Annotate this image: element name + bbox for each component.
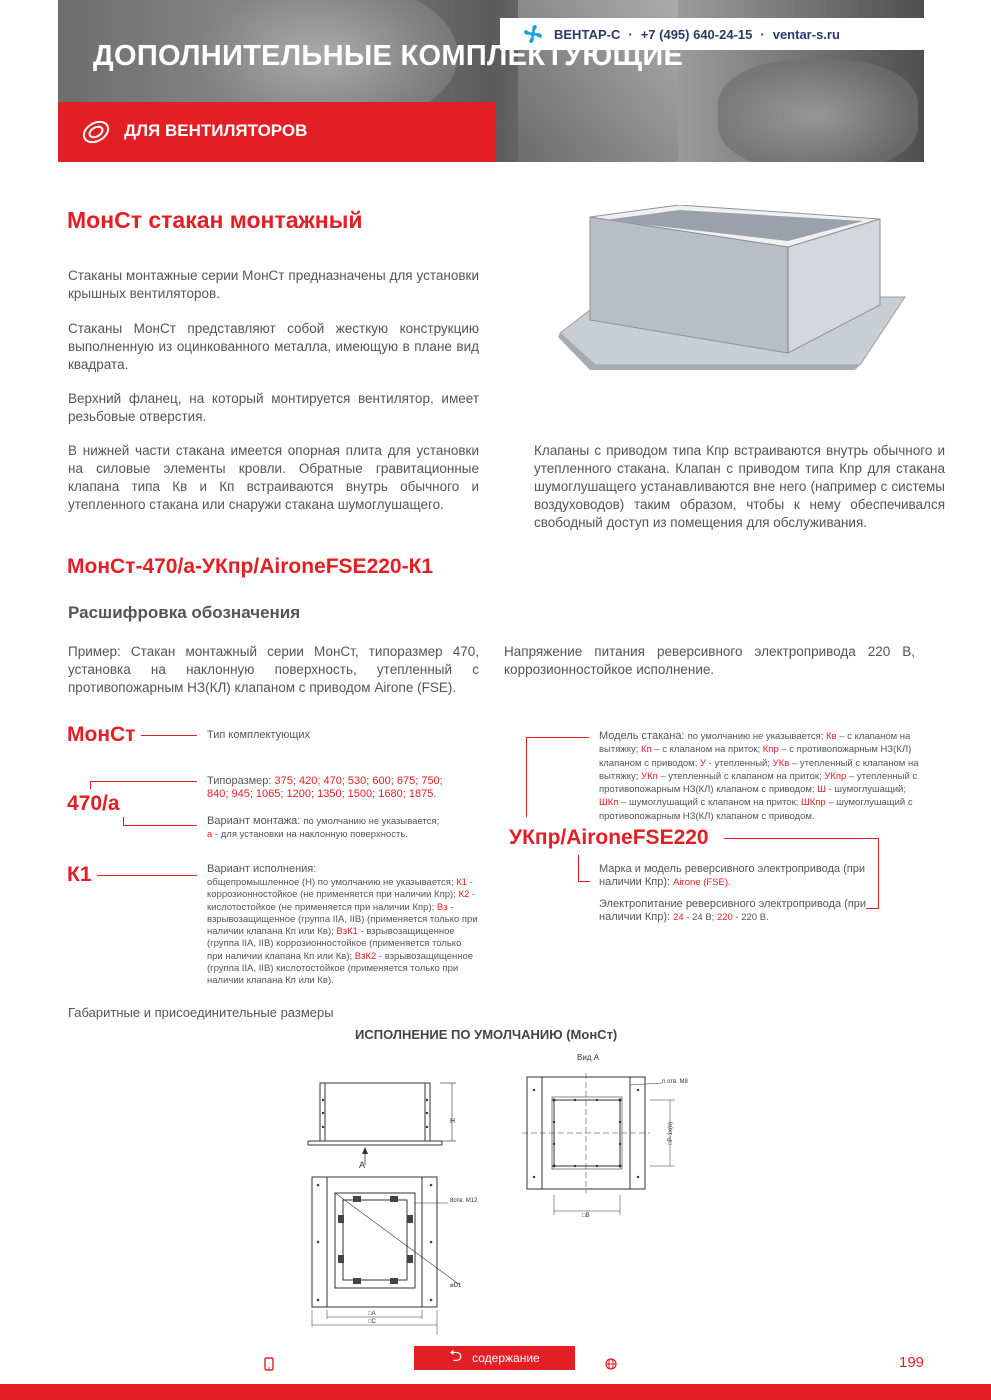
code-type-desc: Тип комплектующих xyxy=(207,729,311,741)
option-text: - взрывозащищенное (группа IIA, IIB) коррозионностойкое (применяется только при наличии клапана Кп или Кв); xyxy=(207,926,462,962)
option-code: УКв xyxy=(772,757,790,769)
drive-power: Электропитание реверсивного электропривода (при наличии Кпр): 24 - 24 В; 220 - 220 В. xyxy=(599,898,867,923)
option-code: УКп xyxy=(641,770,658,782)
example-text: Пример: Стакан монтажный серии МонСт, типоразмер 470, установка на наклонную поверхность, утепленный с противопожарным НЗ(КЛ) клапаном с приводом Airone (FSE). xyxy=(68,644,479,695)
bolt-holes-label: n отв. М8 xyxy=(662,1079,688,1085)
option-code: Кв xyxy=(826,731,837,742)
option-text: по умолчанию не указывается; xyxy=(687,731,827,742)
dim-label-c: □C xyxy=(368,1319,376,1325)
option-text: – утепленный с клапаном на приток; xyxy=(657,770,825,782)
brand-name: ВЕНТАР-С xyxy=(554,26,621,42)
option-code: У xyxy=(700,757,707,769)
option-code: Вз xyxy=(436,901,448,913)
paragraph: Стаканы монтажные серии МонСт предназначены для установки крышных вентиляторов. xyxy=(68,268,479,301)
option-code: Кпр xyxy=(762,744,779,756)
option-text: – шумоглушащий с клапаном на приток; xyxy=(618,797,802,809)
option-text: – утепленный с клапаном на вытяжку; xyxy=(599,757,919,782)
option-code: Кп xyxy=(641,744,652,756)
paragraph: Стаканы МонСт представляют собой жесткую конструкцию выполненную из оцинкованного металла, имеющую в плане вид квадрата. xyxy=(68,321,479,372)
holes-m12-label: 8отв. М12 xyxy=(450,1198,478,1204)
section-label: ДЛЯ ВЕНТИЛЯТОРОВ xyxy=(124,121,308,140)
code-size: 470/а xyxy=(67,792,120,815)
view-a-label: Вид А xyxy=(577,1053,600,1062)
execution-options xyxy=(207,877,479,988)
option-text: - взрывозащищенное (группа IIA, IIB) кислотостойкое (применяется только при наличии клапана Кп или Кв). xyxy=(207,950,474,987)
option-code: ШКп xyxy=(599,797,619,809)
option-code: УКпр xyxy=(824,770,847,782)
drawings-caption: Габаритные и присоединительные размеры xyxy=(68,1005,334,1020)
option-text: – шумоглушащий с противопожарным НЗ(КЛ) клапаном с приводом. xyxy=(599,797,913,822)
separator: · xyxy=(760,26,765,42)
option-text: – с противопожарным НЗ(КЛ) клапаном с приводом; xyxy=(599,744,912,769)
option-text: общепромышленное (Н) по умолчанию не указывается; xyxy=(207,877,457,888)
separator: · xyxy=(628,26,633,42)
designation-code-title: МонСт-470/а-УКпр/AironeFSE220-К1 xyxy=(67,555,434,578)
execution-label: Вариант исполнения: xyxy=(207,863,317,875)
dim-label-b: □B xyxy=(582,1213,590,1219)
paragraph: Клапаны с приводом типа Кпр встраиваются внутрь обычного и утепленного стакана. Клапан с приводом типа Кпр для стакана шумоглушащего устанавливаются вне него (например с системы воздуховодов) таким образом, чтобы к нему обеспечивался свободный доступ из помещения для обслуживания. xyxy=(534,443,945,530)
option-text: – с клапаном на вытяжку; xyxy=(599,731,911,756)
return-arrow-icon: ⮌ xyxy=(449,1347,463,1365)
page-number: 199 xyxy=(899,1354,925,1371)
dim-label-h: H xyxy=(450,1118,456,1125)
option-code: ШКпр xyxy=(801,797,826,809)
option-text: - коррозионностойкое (не применяется при наличии Кпр); xyxy=(207,877,473,901)
section-bar xyxy=(58,102,495,162)
product-title: МонСт стакан монтажный xyxy=(67,207,363,233)
option-text: – утепленный с противопожарным НЗ(КЛ) клапаном с приводом; xyxy=(599,770,918,796)
flange-ring-icon xyxy=(80,116,112,148)
option-text: - утепленный; xyxy=(706,757,773,769)
mobile-phone-icon[interactable] xyxy=(264,1357,274,1371)
drive-brand: Марка и модель реверсивного электропривода (при наличии Кпр): Airone (FSE). xyxy=(599,863,865,888)
mounting-curb-image xyxy=(555,205,910,375)
phone-link[interactable]: +7 (495) 640-24-15 xyxy=(640,26,753,42)
example-text: Напряжение питания реверсивного электропривода 220 В, коррозионностойкое исполнение. xyxy=(504,644,915,677)
contents-button[interactable] xyxy=(414,1346,575,1370)
dim-label-d1: ⌀D1 xyxy=(450,1283,462,1289)
website-link[interactable]: ventar-s.ru xyxy=(772,26,840,42)
drawings-title: ИСПОЛНЕНИЕ ПО УМОЛЧАНИЮ (МонСт) xyxy=(355,1027,618,1042)
dim-label-p: □P-1х(n) xyxy=(668,1121,674,1145)
contents-button-label: содержание xyxy=(472,1351,540,1365)
option-code: ВзК1 xyxy=(336,926,358,938)
page-title: ДОПОЛНИТЕЛЬНЫЕ КОМПЛЕКТУЮЩИЕ xyxy=(93,40,684,72)
option-code: ВзК2 xyxy=(354,950,377,962)
mount-options: Вариант монтажа: по умолчанию не указывается; а - для установки на наклонную поверхность. xyxy=(207,815,440,841)
option-text: - шумоглушащий; xyxy=(825,784,906,796)
paragraph: В нижней части стакана имеется опорная плита для установки на силовые элементы кровли. Обратные гравитационные клапана типа Кв и Кп встраиваются внутрь обычного и утепленного стакана или снаружи стакана шумоглушащего. xyxy=(68,443,479,512)
dim-label-a: □A xyxy=(368,1311,376,1317)
option-text: - кислотостойкое (не применяется при наличии Кпр); xyxy=(207,889,476,913)
option-text: – с клапаном на приток; xyxy=(651,744,763,756)
technical-drawing xyxy=(290,1045,710,1340)
banner-photo-detail xyxy=(718,60,918,162)
code-model: УКпр/AironeFSE220 xyxy=(509,826,709,849)
paragraph: Верхний фланец, на который монтируется вентилятор, имеет резьбовые отверстия. xyxy=(68,391,479,424)
footer-bar xyxy=(0,1384,991,1400)
code-execution: К1 xyxy=(67,863,92,886)
code-type: МонСт xyxy=(67,723,136,746)
option-code: К2 xyxy=(458,889,470,901)
size-options: Типоразмер: 375; 420; 470; 530; 600; 675; 750; 840; 945; 1065; 1200; 1350; 1500; 1680; 1875. xyxy=(207,775,443,800)
view-arrow-label: А xyxy=(359,1160,366,1170)
option-code: К1 xyxy=(456,877,468,888)
model-options: Модель стакана: по умолчанию не указывается; Кв – с клапаном на вытяжку; Кп – с клапаном на приток; Кпр – с противопожарным НЗ(КЛ) клапаном с приводом; У - утепленный; УКв – утепленный с клапаном на вытяжку; УКп – утепленный с клапаном на приток; УКпр – утепленный с противопожарным НЗ(КЛ) клапаном с приводом; Ш - шумоглушащий; ШКп – шумоглушащий с клапаном на приток; ШКпр – шумоглушащий с противопожарным НЗ(КЛ) клапаном с приводом. xyxy=(599,730,919,822)
globe-icon[interactable] xyxy=(605,1358,617,1370)
option-code: Ш xyxy=(817,784,826,796)
option-text: - взрывозащищенное (группа IIA, IIB) (применяется только при наличии клапана Кп или Кв); xyxy=(207,901,478,938)
designation-subtitle: Расшифровка обозначения xyxy=(68,603,301,622)
